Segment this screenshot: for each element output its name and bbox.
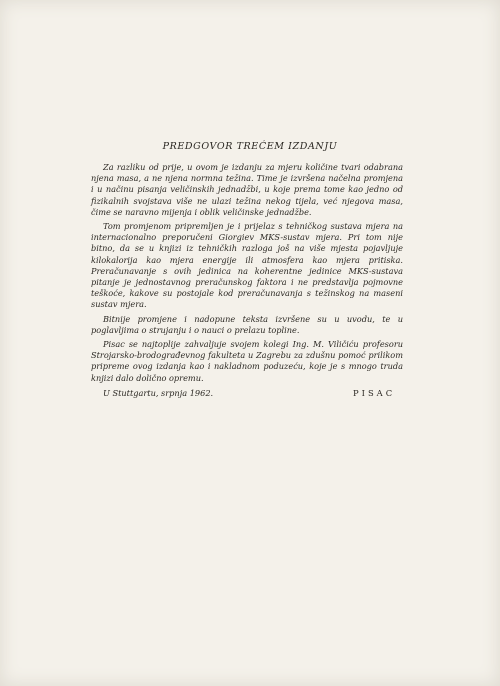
paragraph-2: Tom promjenom pripremljen je i prijelaz s tehničkog sustava mjera na internacionalno preporučeni Giorgiev MKS-sustav mjera. Pri tom nije bitno, da se u knjizi iz tehničkih razloga još na više mjesta pojavljuje kilokalorija kao mjera energije ili atmosfera kao mjera pritiska. Preračunavanje s ovih jedinica na koherentne jedinice MKS-sustava pitanje je jednostavnog preračunskog faktora i ne predstavlja pojmovne teškoće, kakove su postojale kod preračunavanja s težinskog na maseni sustav mjera. — [91, 221, 403, 310]
paragraph-4: Pisac se najtoplije zahvaljuje svojem kolegi Ing. M. Viličiću profesoru Strojarsko-brodograđevnog fakulteta u Zagrebu za zdušnu pomoć prilikom pripreme ovog izdanja kao i nakladnom poduzeću, koje je s mnogo truda knjizi dalo dolično opremu. — [91, 339, 403, 383]
preface-body — [91, 162, 403, 399]
page-title: PREDGOVOR TREĆEM IZDANJU — [162, 141, 338, 152]
paragraph-1: Za razliku od prije, u ovom je izdanju za mjeru količine tvari odabrana njena masa, a ne njena normna težina. Time je izvršena načelna promjena i u načinu pisanja veličinskih jednadžbi, u koje prema tome kao jedno od fizikalnih svojstava više ne ulazi težina nekog tijela, već njegova masa, čime se naravno mijenja i oblik veličinske jednadžbe. — [91, 162, 403, 217]
closing-row — [91, 388, 403, 399]
signature: PISAC — [353, 387, 396, 398]
paragraph-3: Bitnije promjene i nadopune teksta izvršene su u uvodu, te u poglavljima o strujanju i o nauci o prelazu topline. — [91, 313, 403, 335]
place-date: U Stuttgartu, srpnja 1962. — [103, 387, 214, 398]
